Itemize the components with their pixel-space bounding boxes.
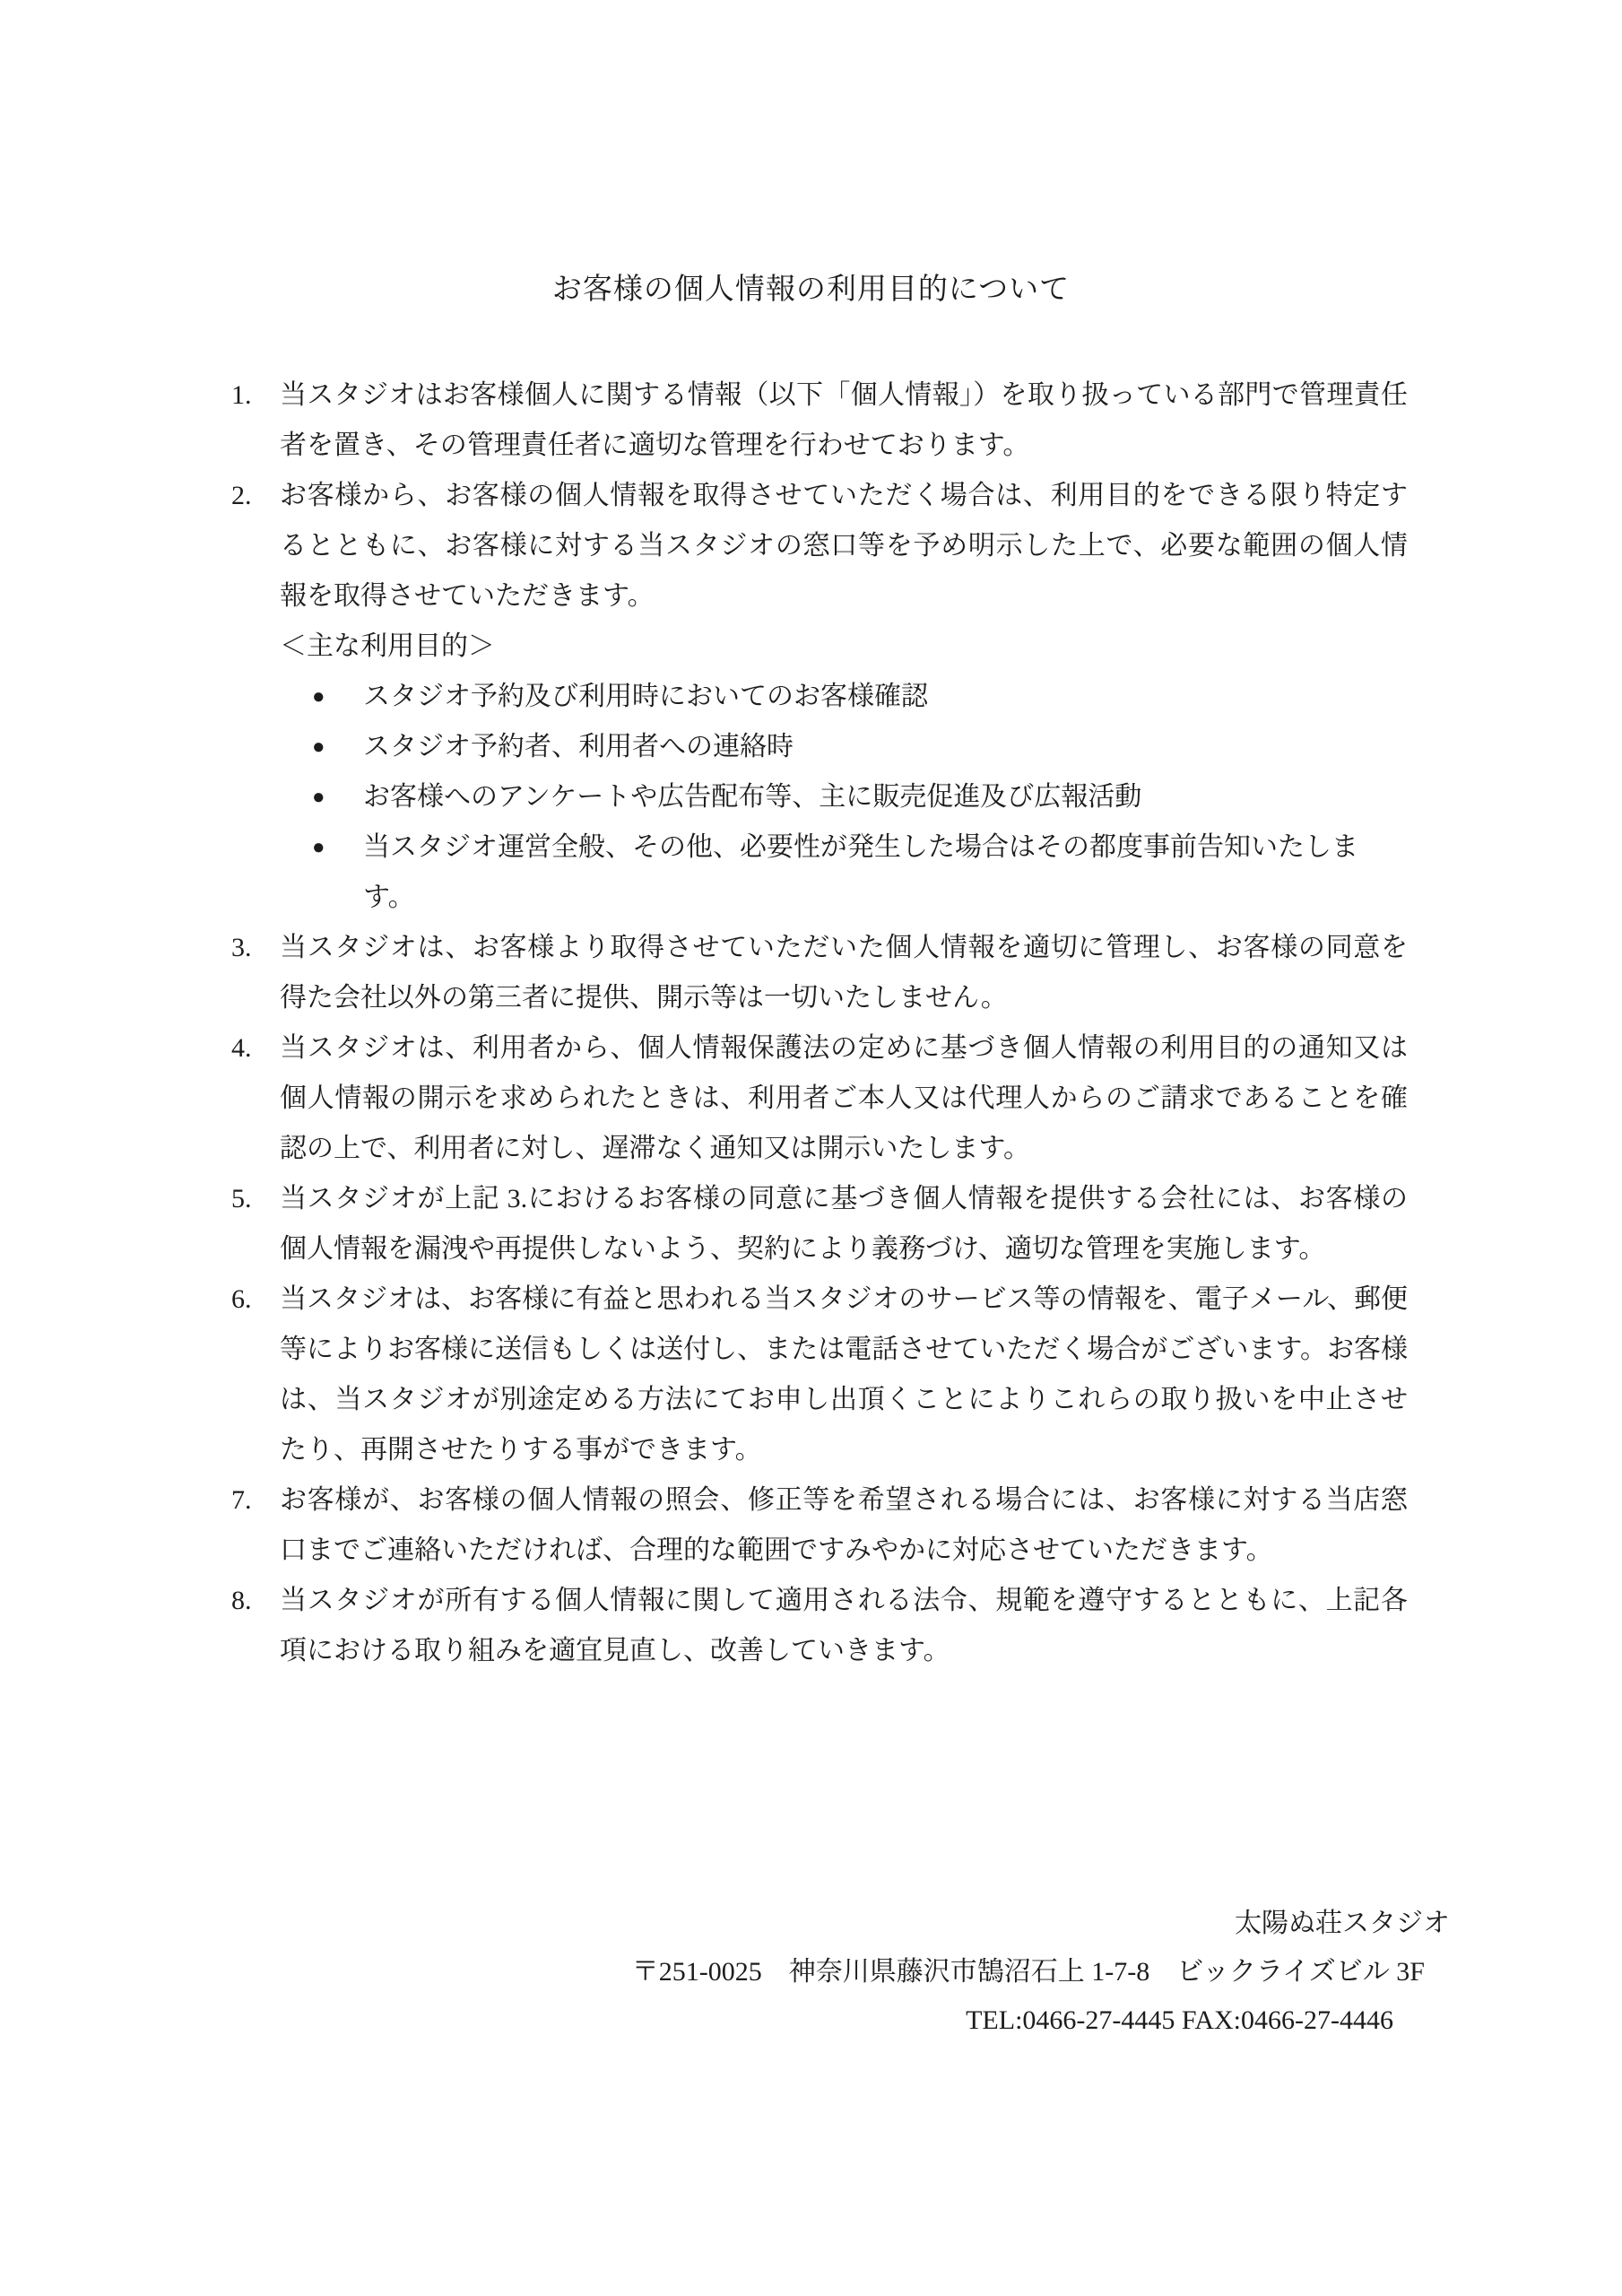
bullet-item: [280, 722, 1408, 772]
clause-number: 1.: [231, 380, 252, 410]
clause-text: 当スタジオが所有する個人情報に関して適用される法令、規範を遵守するとともに、上記各項における取り組みを適宜見直し、改善していきます。: [280, 1586, 1408, 1665]
clause-body: [280, 471, 1408, 923]
company-address: 〒251-0025 神奈川県藤沢市鵠沼石上 1-7-8 ビックライズビル 3F: [631, 1957, 1425, 1987]
clause-number: 3.: [231, 933, 252, 962]
clause-2: [231, 471, 1408, 923]
document-footer: [0, 1900, 1622, 2045]
clause-text: お客様から、お客様の個人情報を取得させていただく場合は、利用目的をできる限り特定するとともに、お客様に対する当スタジオの窓口等を予め明示した上で、必要な範囲の個人情報を取得させていただきます。: [280, 481, 1408, 611]
bullet-item: [280, 672, 1408, 722]
clause-text: 当スタジオが上記 3.におけるお客様の同意に基づき個人情報を提供する会社には、お客様の個人情報を漏洩や再提供しないよう、契約により義務づけ、適切な管理を実施します。: [280, 1184, 1408, 1264]
clause-text: 当スタジオは、利用者から、個人情報保護法の定めに基づき個人情報の利用目的の通知又は個人情報の開示を求められたときは、利用者ご本人又は代理人からのご請求であることを確認の上で、利用者に対し、遅滞なく通知又は開示いたします。: [280, 1033, 1408, 1163]
purpose-subheading: ＜主な利用目的＞: [280, 631, 495, 661]
bullet-text: スタジオ予約及び利用時においてのお客様確認: [363, 682, 928, 711]
bullet-item: [280, 772, 1408, 822]
clause-8: [231, 1576, 1408, 1676]
company-name: 太陽ぬ荘スタジオ: [1235, 1909, 1450, 1938]
clause-1: [231, 370, 1408, 471]
bullet-icon: ●: [312, 685, 325, 709]
clause-number: 8.: [231, 1586, 252, 1615]
clause-text: 当スタジオは、お客様より取得させていただいた個人情報を適切に管理し、お客様の同意を得た会社以外の第三者に提供、開示等は一切いたしません。: [280, 933, 1408, 1013]
bullet-icon: ●: [312, 786, 325, 809]
clause-5: [231, 1174, 1408, 1274]
bullet-icon: ●: [312, 836, 325, 859]
clause-number: 6.: [231, 1284, 252, 1314]
clause-text: お客様が、お客様の個人情報の照会、修正等を希望される場合には、お客様に対する当店窓口までご連絡いただければ、合理的な範囲ですみやかに対応させていただきます。: [280, 1485, 1408, 1565]
bullet-icon: ●: [312, 735, 325, 759]
clause-7: [231, 1475, 1408, 1576]
clause-number: 5.: [231, 1184, 252, 1213]
clause-number: 2.: [231, 481, 252, 510]
clause-number: 4.: [231, 1033, 252, 1063]
company-contact: TEL:0466-27-4445 FAX:0466-27-4446: [966, 2005, 1393, 2035]
page-title: お客様の個人情報の利用目的について: [551, 274, 1071, 306]
clause-4: [231, 1023, 1408, 1174]
clause-list: [0, 370, 1622, 1676]
bullet-item: [280, 822, 1408, 923]
clause-6: [231, 1274, 1408, 1475]
bullet-text: 当スタジオ運営全般、その他、必要性が発生した場合はその都度事前告知いたします。: [363, 832, 1358, 912]
clause-number: 7.: [231, 1485, 252, 1515]
bullet-text: スタジオ予約者、利用者への連絡時: [363, 732, 794, 761]
clause-text: 当スタジオはお客様個人に関する情報（以下「個人情報」）を取り扱っている部門で管理責任者を置き、その管理責任者に適切な管理を行わせております。: [280, 380, 1408, 460]
clause-text: 当スタジオは、お客様に有益と思われる当スタジオのサービス等の情報を、電子メール、郵便等によりお客様に送信もしくは送付し、または電話させていただく場合がございます。お客様は、当スタジオが別途定める方法にてお申し出頂くことによりこれらの取り扱いを中止させたり、再開させたりする事ができます。: [280, 1284, 1408, 1465]
purpose-bullet-list: [280, 672, 1408, 923]
bullet-text: お客様へのアンケートや広告配布等、主に販売促進及び広報活動: [363, 782, 1142, 812]
clause-3: [231, 923, 1408, 1023]
